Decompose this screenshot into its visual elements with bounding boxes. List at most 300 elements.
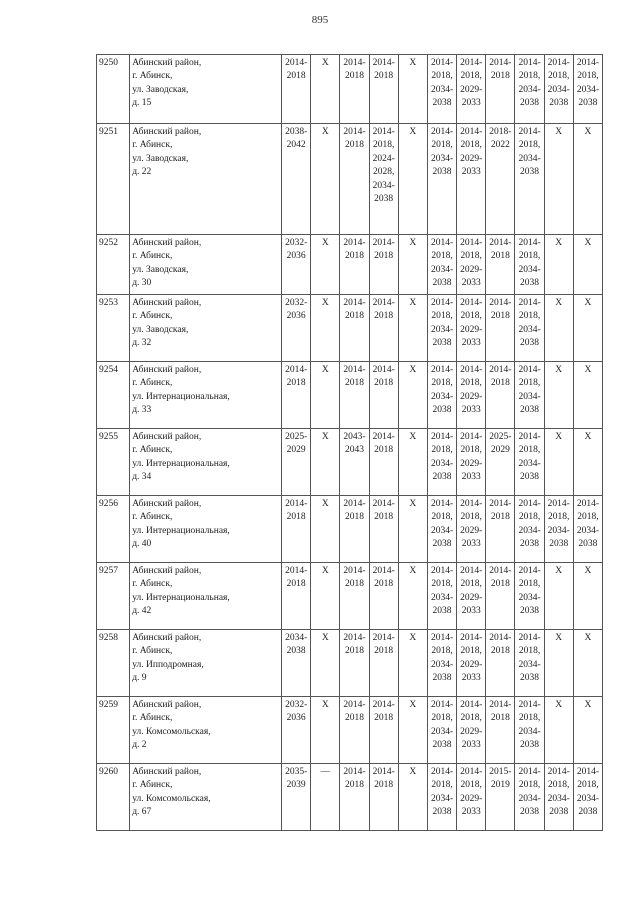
period-cell-9: [515, 764, 544, 831]
period-line: 2014-: [518, 432, 541, 442]
address-line: ул. Заводская,: [132, 264, 189, 275]
period-line: 2043: [345, 445, 364, 456]
period-line: 2038: [432, 539, 452, 550]
period-line: 2018,: [431, 251, 453, 262]
address-line: г. Абинск,: [132, 251, 173, 262]
period-line: 2033: [461, 673, 481, 684]
period-line: 2014-: [489, 238, 512, 248]
period-line: 2034-: [518, 525, 541, 536]
period-line: 2034-: [547, 525, 570, 536]
period-cell-10: [544, 429, 573, 496]
period-line: 2038: [549, 807, 569, 818]
period-line: 2014-: [285, 365, 308, 375]
period-cell-7: [457, 362, 486, 429]
period-cell-6: [427, 563, 456, 630]
period-line: 2034-: [430, 324, 454, 335]
period-line: 2018: [286, 512, 306, 523]
period-cell-8: [486, 235, 515, 295]
period-cell-4: [369, 630, 398, 697]
period-line: 2014-: [430, 58, 454, 68]
period-line: 2014-: [430, 700, 454, 710]
period-cell-2: [311, 764, 340, 831]
period-line: X: [321, 499, 329, 509]
period-cell-3: [340, 235, 369, 295]
period-line: 2018,: [460, 780, 482, 791]
period-cell-3: [340, 429, 369, 496]
period-line: 2038: [374, 194, 394, 205]
period-line: X: [321, 238, 329, 248]
period-line: 2018: [374, 378, 394, 389]
table-row: [97, 496, 603, 563]
address-cell: [130, 124, 282, 235]
period-line: 2014-: [285, 499, 308, 509]
period-cell-7: [457, 295, 486, 362]
period-line: 2029-: [460, 592, 483, 603]
period-line: 2038: [520, 405, 540, 416]
period-cell-7: [457, 563, 486, 630]
period-line: 2033: [461, 278, 481, 289]
period-line: X: [555, 238, 563, 248]
address-line: ул. Заводская,: [132, 324, 189, 335]
period-line: 2014-: [343, 633, 366, 643]
page-number: 895: [311, 14, 329, 26]
period-line: 2014-: [489, 499, 512, 509]
period-line: 2014-: [460, 127, 483, 137]
period-line: 2018: [374, 251, 394, 262]
period-line: 2014-: [460, 767, 483, 777]
record-number: 9256: [97, 496, 130, 563]
period-line: 2018: [345, 71, 364, 82]
period-cell-8: [486, 630, 515, 697]
period-cell-1: [282, 235, 311, 295]
period-cell-8: [486, 295, 515, 362]
period-line: X: [555, 432, 563, 442]
period-cell-3: [340, 563, 369, 630]
period-line: 2014-: [576, 767, 599, 777]
period-cell-6: [427, 764, 456, 831]
period-cell-11: [573, 764, 602, 831]
period-cell-1: [282, 697, 311, 764]
period-cell-8: [486, 362, 515, 429]
period-line: 2035-: [285, 767, 308, 777]
period-cell-3: [340, 295, 369, 362]
period-line: 2038: [578, 98, 598, 109]
period-line: 2014-: [576, 58, 599, 68]
period-line: 2014-: [430, 633, 454, 643]
period-line: 2018,: [431, 71, 453, 82]
table-row: [97, 697, 603, 764]
period-cell-8: [486, 429, 515, 496]
period-line: 2019: [490, 780, 510, 791]
period-cell-9: [515, 124, 544, 235]
table-row: [97, 55, 603, 124]
period-line: 2018: [286, 71, 306, 82]
period-line: X: [409, 432, 417, 442]
period-line: 2014-: [460, 432, 483, 442]
period-line: 2029-: [460, 458, 483, 469]
period-cell-9: [515, 235, 544, 295]
period-line: 2034-: [430, 264, 454, 275]
period-line: 2034-: [430, 391, 454, 402]
period-line: 2038: [520, 740, 540, 751]
period-line: 2034-: [430, 458, 454, 469]
period-line: 2033: [461, 472, 481, 483]
address-line: д. 2: [132, 740, 147, 751]
period-line: 2018,: [577, 512, 599, 523]
address-line: г. Абинск,: [132, 579, 173, 590]
address-cell: [130, 235, 282, 295]
period-line: 2018,: [518, 713, 541, 724]
period-line: 2014-: [430, 499, 454, 509]
table-row: [97, 630, 603, 697]
address-line: д. 40: [132, 539, 152, 550]
period-line: 2018: [345, 646, 364, 657]
period-line: 2014-: [372, 633, 395, 643]
period-cell-7: [457, 429, 486, 496]
period-line: X: [555, 566, 563, 576]
address-line: д. 42: [132, 606, 152, 617]
period-cell-4: [369, 496, 398, 563]
period-line: 2018-: [489, 127, 512, 137]
address-line: г. Абинск,: [132, 713, 173, 724]
address-cell: [130, 764, 282, 831]
period-line: 2034-: [518, 458, 541, 469]
period-line: X: [584, 700, 592, 710]
period-cell-6: [427, 630, 456, 697]
period-cell-8: [486, 55, 515, 124]
period-line: 2018: [345, 579, 364, 590]
period-line: 2034-: [518, 153, 541, 164]
period-line: 2029-: [460, 726, 483, 737]
period-line: 2018,: [548, 780, 570, 791]
period-line: 2034-: [518, 84, 541, 95]
period-line: 2018,: [518, 311, 541, 322]
period-cell-2: [311, 55, 340, 124]
period-line: 2014-: [518, 127, 541, 137]
table-row: [97, 429, 603, 496]
period-line: 2014-: [489, 58, 512, 68]
period-line: 2043-: [343, 432, 366, 442]
period-line: X: [584, 633, 592, 643]
period-line: 2034-: [430, 793, 454, 804]
period-line: 2014-: [518, 298, 541, 308]
period-line: 2038: [578, 807, 598, 818]
period-line: 2014-: [489, 700, 512, 710]
address-line: д. 30: [132, 278, 152, 289]
period-line: X: [321, 700, 329, 710]
period-line: X: [321, 633, 329, 643]
record-number: 9253: [97, 295, 130, 362]
period-line: 2038: [520, 338, 540, 349]
period-cell-6: [427, 429, 456, 496]
table-row: [97, 124, 603, 235]
period-cell-9: [515, 429, 544, 496]
period-line: 2018: [490, 251, 510, 262]
period-cell-4: [369, 697, 398, 764]
period-cell-4: [369, 124, 398, 235]
period-line: 2014-: [372, 700, 395, 710]
period-line: 2034-: [547, 793, 570, 804]
address-line: ул. Интернациональная,: [132, 525, 230, 536]
period-line: X: [409, 566, 417, 576]
period-cell-4: [369, 563, 398, 630]
period-line: 2038: [520, 278, 540, 289]
period-line: 2034-: [285, 633, 308, 643]
period-line: 2014-: [430, 767, 454, 777]
period-cell-7: [457, 496, 486, 563]
period-line: 2018,: [460, 251, 482, 262]
period-line: 2034-: [518, 391, 541, 402]
period-line: X: [409, 633, 417, 643]
period-line: 2038: [432, 98, 452, 109]
period-line: 2018: [345, 251, 364, 262]
period-line: 2018,: [460, 71, 482, 82]
period-line: 2014-: [518, 58, 541, 68]
period-line: 2018,: [518, 445, 541, 456]
record-number: 9260: [97, 764, 130, 831]
period-line: 2018,: [460, 140, 482, 151]
period-line: X: [584, 432, 592, 442]
period-line: 2018,: [431, 445, 453, 456]
period-line: X: [409, 365, 417, 375]
period-line: 2014-: [460, 566, 483, 576]
period-cell-3: [340, 55, 369, 124]
period-line: 2014-: [343, 127, 366, 137]
period-cell-3: [340, 764, 369, 831]
period-cell-10: [544, 124, 573, 235]
address-line: д. 22: [132, 167, 152, 178]
period-line: 2018,: [518, 140, 541, 151]
address-line: Абинский район,: [132, 238, 202, 248]
period-line: 2018,: [431, 579, 453, 590]
period-line: 2029-: [460, 264, 483, 275]
period-line: 2038: [549, 539, 569, 550]
period-cell-11: [573, 630, 602, 697]
address-line: Абинский район,: [132, 700, 202, 710]
period-line: 2014-: [372, 566, 395, 576]
period-line: 2014-: [372, 365, 395, 375]
period-line: 2018: [345, 140, 364, 151]
period-line: X: [321, 58, 329, 68]
address-line: г. Абинск,: [132, 378, 173, 389]
period-cell-8: [486, 124, 515, 235]
period-line: 2014-: [547, 499, 570, 509]
address-line: ул. Комсомольская,: [132, 726, 211, 737]
period-line: 2018,: [518, 512, 541, 523]
period-line: 2014-: [343, 365, 366, 375]
period-cell-1: [282, 124, 311, 235]
period-cell-1: [282, 295, 311, 362]
period-cell-2: [311, 630, 340, 697]
address-line: Абинский район,: [132, 127, 202, 137]
address-cell: [130, 429, 282, 496]
period-line: 2014-: [460, 633, 483, 643]
period-cell-2: [311, 429, 340, 496]
period-line: 2029-: [460, 525, 483, 536]
period-cell-4: [369, 295, 398, 362]
period-cell-3: [340, 362, 369, 429]
period-cell-5: [398, 697, 427, 764]
period-line: 2014-: [518, 238, 541, 248]
record-number: 9259: [97, 697, 130, 764]
period-line: 2039: [286, 780, 306, 791]
period-cell-6: [427, 235, 456, 295]
period-line: 2038: [432, 472, 452, 483]
period-line: —: [320, 767, 331, 777]
period-line: 2018,: [460, 378, 482, 389]
period-line: 2014-: [285, 566, 308, 576]
period-line: 2018,: [548, 71, 570, 82]
period-cell-7: [457, 124, 486, 235]
period-line: 2014-: [372, 499, 395, 509]
record-number: 9258: [97, 630, 130, 697]
record-number: 9254: [97, 362, 130, 429]
period-line: 2018,: [518, 780, 541, 791]
period-line: 2014-: [489, 298, 512, 308]
period-line: 2038: [549, 98, 569, 109]
period-cell-11: [573, 429, 602, 496]
period-line: 2014-: [518, 700, 541, 710]
period-cell-6: [427, 55, 456, 124]
period-cell-1: [282, 630, 311, 697]
period-line: 2033: [461, 807, 481, 818]
address-line: д. 9: [132, 673, 147, 684]
period-line: 2038: [520, 807, 540, 818]
address-line: Абинский район,: [132, 365, 202, 375]
address-cell: [130, 697, 282, 764]
record-number: 9257: [97, 563, 130, 630]
period-cell-2: [311, 563, 340, 630]
period-line: 2014-: [343, 767, 366, 777]
period-line: X: [409, 127, 417, 137]
period-cell-1: [282, 55, 311, 124]
period-line: 2038: [432, 673, 452, 684]
period-line: 2034-: [430, 525, 454, 536]
period-cell-7: [457, 630, 486, 697]
period-line: 2022: [490, 140, 510, 151]
period-line: 2018: [345, 311, 364, 322]
period-cell-1: [282, 764, 311, 831]
period-line: 2014-: [372, 298, 395, 308]
period-line: 2029-: [460, 84, 483, 95]
period-cell-2: [311, 697, 340, 764]
period-cell-10: [544, 630, 573, 697]
address-line: г. Абинск,: [132, 445, 173, 456]
period-line: 2014-: [518, 633, 541, 643]
period-line: 2029-: [460, 324, 483, 335]
period-line: 2014-: [430, 298, 454, 308]
period-line: X: [409, 767, 417, 777]
period-line: 2033: [461, 405, 481, 416]
address-line: г. Абинск,: [132, 311, 173, 322]
period-line: 2018: [345, 713, 364, 724]
period-cell-1: [282, 362, 311, 429]
period-line: 2014-: [460, 58, 483, 68]
period-cell-11: [573, 124, 602, 235]
period-line: 2014-: [518, 566, 541, 576]
period-line: 2014-: [372, 767, 395, 777]
period-line: 2033: [461, 167, 481, 178]
period-line: 2038: [432, 740, 452, 751]
period-line: 2034-: [518, 793, 541, 804]
period-line: 2014-: [547, 58, 570, 68]
period-line: 2018,: [460, 311, 482, 322]
address-line: Абинский район,: [132, 633, 202, 643]
period-line: 2018: [374, 512, 394, 523]
period-line: 2038: [286, 646, 306, 657]
period-line: 2036: [286, 251, 306, 262]
period-line: 2018,: [518, 646, 541, 657]
period-line: 2014-: [576, 499, 599, 509]
address-line: ул. Ипподромная,: [132, 659, 204, 670]
period-line: X: [409, 238, 417, 248]
period-line: 2032-: [285, 298, 308, 308]
period-line: X: [584, 365, 592, 375]
period-cell-3: [340, 496, 369, 563]
period-line: 2034-: [430, 592, 454, 603]
period-line: 2034-: [518, 324, 541, 335]
period-cell-5: [398, 235, 427, 295]
period-line: 2018,: [460, 713, 482, 724]
period-line: 2033: [461, 98, 481, 109]
period-line: 2038: [432, 338, 452, 349]
address-line: г. Абинск,: [132, 71, 173, 82]
period-line: 2038-: [285, 127, 308, 137]
period-cell-11: [573, 563, 602, 630]
period-line: 2018: [490, 311, 510, 322]
period-cell-10: [544, 496, 573, 563]
period-cell-2: [311, 235, 340, 295]
period-line: 2018: [286, 579, 306, 590]
period-cell-7: [457, 764, 486, 831]
address-line: д. 15: [132, 98, 152, 109]
period-line: 2018: [490, 512, 510, 523]
period-cell-3: [340, 697, 369, 764]
period-line: 2036: [286, 311, 306, 322]
period-line: 2018,: [518, 71, 541, 82]
period-cell-9: [515, 295, 544, 362]
period-line: 2034-: [430, 659, 454, 670]
address-cell: [130, 362, 282, 429]
period-line: X: [555, 127, 563, 137]
period-cell-4: [369, 235, 398, 295]
address-line: д. 33: [132, 405, 152, 416]
period-cell-2: [311, 295, 340, 362]
period-line: 2034-: [547, 84, 570, 95]
period-cell-11: [573, 235, 602, 295]
period-cell-6: [427, 362, 456, 429]
address-line: д. 67: [132, 807, 152, 818]
period-line: 2038: [520, 472, 540, 483]
period-line: 2018: [490, 579, 510, 590]
period-line: 2033: [461, 740, 481, 751]
period-cell-10: [544, 55, 573, 124]
period-line: X: [555, 700, 563, 710]
address-line: г. Абинск,: [132, 512, 173, 523]
table-row: [97, 563, 603, 630]
period-line: 2033: [461, 539, 481, 550]
period-cell-5: [398, 124, 427, 235]
period-line: 2038: [520, 673, 540, 684]
period-line: 2015-: [489, 767, 512, 777]
period-line: X: [584, 238, 592, 248]
period-line: X: [584, 566, 592, 576]
period-line: 2018,: [577, 780, 599, 791]
period-cell-8: [486, 764, 515, 831]
period-line: 2014-: [372, 238, 395, 248]
period-line: 2018: [374, 646, 394, 657]
period-line: 2018,: [431, 378, 453, 389]
